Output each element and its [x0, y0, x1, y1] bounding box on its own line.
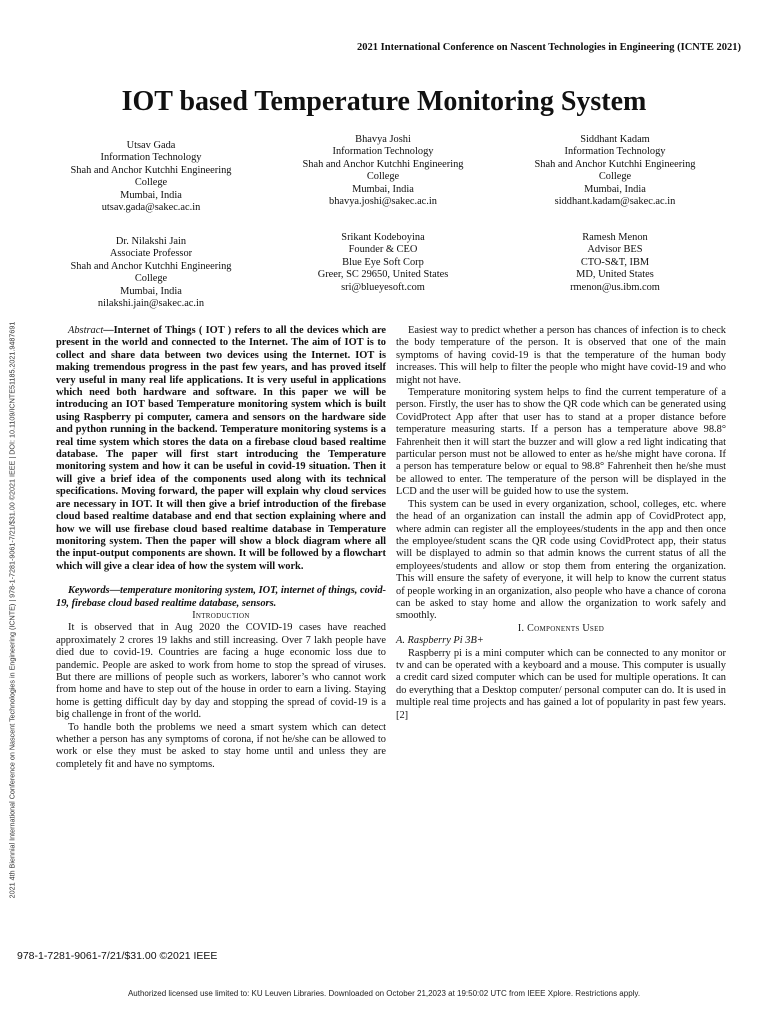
author-block — [268, 232, 498, 294]
keywords — [56, 585, 386, 610]
paragraph: Temperature monitoring system helps to find the current temperature of a person. Firstly, the user has to show the QR code which can be generated using CovidProtect App after that user has to stand at a proper distance before temperature measuring starts. If a person has a temperature above 98.8° Fahrenheit then it will start the buzzer and will glow a red light indicating that particular person must not be allowed to enter as he/she might have corona. If a person has temperature below or equal to 98.8° Fahrenheit then he/she must be allowed to enter. The temperature of the person will be displayed in the LCD and the user will be guided how to use the system. — [396, 387, 726, 498]
author-line: Associate Professor — [109, 248, 193, 260]
author-line: College — [134, 273, 168, 285]
author-line: Information Technology — [332, 146, 434, 158]
author-line: Information Technology — [564, 146, 666, 158]
author-line: Greer, SC 29650, United States — [317, 269, 449, 281]
subsection-heading-raspberry-pi: A. Raspberry Pi 3B+ — [396, 635, 484, 647]
conference-header: 2021 International Conference on Nascent Technologies in Engineering (ICNTE 2021) — [357, 42, 741, 53]
paragraph: Raspberry pi is a mini computer which can be connected to any monitor or tv and can be operated with a keyboard and a mouse. This computer is usually a credit card sized computer which can be used for multiple operations. It can do everything that a Desktop computer/ personal computer can do. It is used in multiple real time projects and has gained a lot of popularity in past few years.[2] — [396, 647, 726, 721]
author-line: Shah and Anchor Kutchhi Engineering — [70, 164, 232, 176]
author-line: College — [134, 177, 168, 189]
author-line: Mumbai, India — [120, 285, 182, 297]
author-email: rmenon@us.ibm.com — [570, 281, 660, 293]
author-block — [268, 134, 498, 208]
author-block — [500, 134, 730, 208]
keywords-label: Keywords — [68, 585, 110, 597]
keywords-dash: — — [109, 585, 120, 597]
isbn-copyright: 978-1-7281-9061-7/21/$31.00 ©2021 IEEE — [17, 950, 218, 962]
author-line: Shah and Anchor Kutchhi Engineering — [534, 158, 696, 170]
author-name: Bhavya Joshi — [355, 134, 411, 145]
section-heading-components: I. Components Used — [517, 622, 605, 634]
author-email: bhavya.joshi@sakec.ac.in — [329, 196, 437, 208]
paper-title: IOT based Temperature Monitoring System — [121, 86, 647, 117]
author-email: sri@blueyesoft.com — [341, 281, 425, 293]
author-email: nilakshi.jain@sakec.ac.in — [97, 298, 205, 310]
author-line: CTO-S&T, IBM — [580, 256, 650, 268]
paragraph: To handle both the problems we need a smart system which can detect whether a person has any symptoms of corona, if not he/she can be allowed to work or else they must be asked to stay home until and unless they are completely fit and have no symptoms. — [56, 721, 386, 770]
author-line: Shah and Anchor Kutchhi Engineering — [70, 260, 232, 272]
paragraph: This system can be used in every organization, school, colleges, etc. where the head of an organization can install the admin app of CovidProtect app, where admin can register all the employees/students in the app and then once the employee/student scans the QR code using CovidProtect app, their status will be displayed to admin so that admin knows the current status of all the employees/students and allow or stop them from entering the organization. This will ensure the safety of everyone, it will help to know the current status of people working in an organization, also people who have a chance of corona can be asked to stay home and allow the organization to work safely and smoothly. — [396, 498, 726, 622]
author-line: Founder & CEO — [348, 244, 418, 256]
author-line: Blue Eye Soft Corp — [342, 256, 424, 268]
author-block — [36, 140, 266, 214]
author-name: Dr. Nilakshi Jain — [115, 236, 187, 247]
author-line: College — [366, 171, 400, 183]
abstract-text: Internet of Things ( IOT ) refers to all the devices which are present in the world and connected to the Internet. The aim of IOT is to collect and share data between two devices using the Internet. IOT is making tremendous progress in the past few years, and has proved itself very useful in many real life applications. It is very useful in applications which need both hardware and software. In this paper we will be introducing an IOT based Temperature monitoring system which is built using Raspberry pi computer, camera and sensors on the hardware side and python running in the backend. Temperature monitoring systems is a real time system which stores the data on a firebase cloud based realtime database. The paper will first start introducing the Temperature monitoring system and how it can be useful in covid-19 situation. Then it will give a brief idea of the components used along with its technical specifications. Moving forward, the paper will explain why cloud services are necessary in IOT. It will then give a brief introduction of the firebase cloud based realtime database and end that section explaining where and how we will use firebase cloud based realtime database in Temperature monitoring system. Then the paper will show a block diagram where all the input-output components are shown. It will be followed by a flowchart which will give a clear idea of how the system will work. — [56, 325, 386, 572]
sidebar-doi-strip — [5, 240, 19, 980]
author-line: Mumbai, India — [584, 183, 646, 195]
abstract-label: Abstract — [68, 325, 104, 336]
section-heading-introduction: Introduction — [192, 609, 250, 621]
author-line: Advisor BES — [587, 244, 643, 256]
keywords-text: temperature monitoring system, IOT, internet of things, covid-19, firebase cloud based realtime database, sensors. — [56, 585, 386, 609]
author-block — [36, 236, 266, 310]
author-name: Srikant Kodeboyina — [341, 232, 425, 243]
author-email: utsav.gada@sakec.ac.in — [101, 202, 201, 214]
paragraph: It is observed that in Aug 2020 the COVID-19 cases have reached approximately 2 crores 19 lakhs and still increasing. Over 7 lakh people have died due to covid-19. Countries are facing a huge economic loss due to pandemic. People are asked to work from home to stop the spread of viruses. But there are millions of people such as workers, laborer’s who cannot work from home and have to step out of the house in order to earn a living. Staying home is getting difficult day by day and stopping the spread of covid-19 is a big challenge in front of the world. — [56, 622, 386, 721]
author-line: Information Technology — [100, 152, 202, 164]
author-name: Ramesh Menon — [582, 232, 648, 243]
author-name: Siddhant Kadam — [580, 134, 650, 145]
author-line: College — [598, 171, 632, 183]
author-line: MD, United States — [576, 269, 654, 281]
license-notice: Authorized licensed use limited to: KU Leuven Libraries. Downloaded on October 21,2023 at 19:50:02 UTC from IEEE Xplore. Restrictions apply. — [127, 989, 641, 998]
abstract-dash: — — [103, 325, 114, 336]
sidebar-doi-text: 2021 4th Biennial International Conference on Nascent Technologies in Engineering (ICNTE) | 978-1-7281-9061-7/21/$31.00 ©2021 IEEE | DOI: 10.1109/ICNTE51185.2021.9487691 — [7, 321, 17, 899]
abstract — [56, 325, 386, 573]
paragraph: Easiest way to predict whether a person has chances of infection is to check the body temperature of the person. It is observed that one of the main symptoms of having covid-19 is that the temperature of the human body increases. This will help to filter the people who might have covid-19 and who might not have. — [396, 325, 726, 386]
author-line: Mumbai, India — [352, 183, 414, 195]
author-line: Mumbai, India — [120, 189, 182, 201]
author-email: siddhant.kadam@sakec.ac.in — [554, 196, 676, 208]
author-line: Shah and Anchor Kutchhi Engineering — [302, 158, 464, 170]
author-name: Utsav Gada — [126, 140, 176, 151]
left-column — [56, 325, 386, 771]
right-column — [396, 325, 726, 722]
author-block — [500, 232, 730, 294]
